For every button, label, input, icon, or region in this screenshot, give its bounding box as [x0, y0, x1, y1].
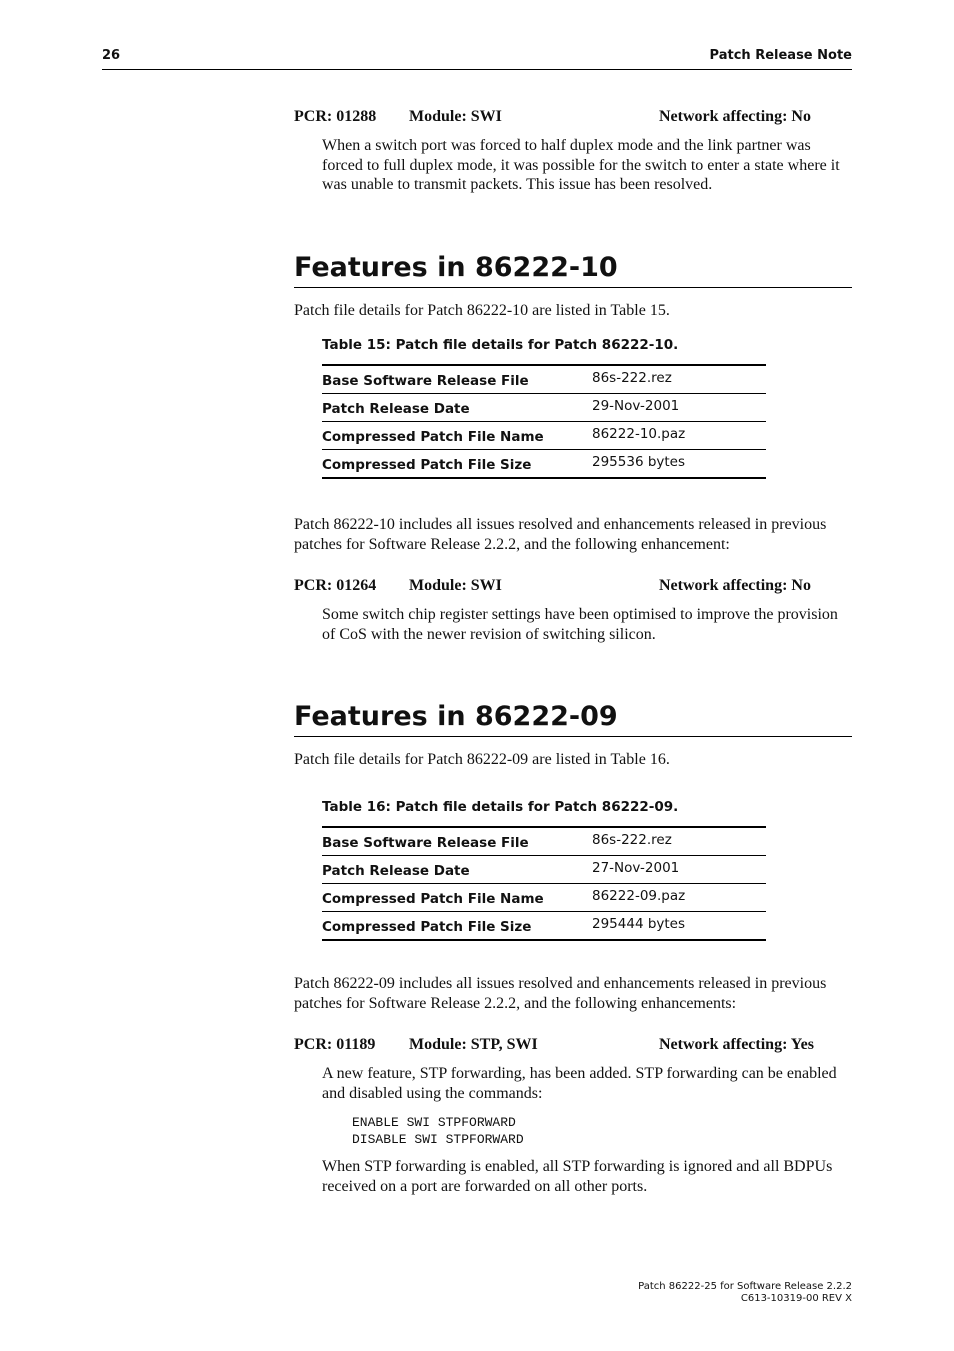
table-row	[322, 856, 766, 884]
table-value: 86222-10.paz	[592, 426, 686, 442]
page-number: 26	[102, 48, 121, 63]
table-row	[322, 912, 766, 941]
section-heading-86222-10: Features in 86222-10	[294, 252, 852, 288]
section-09-summary: Patch 86222-09 includes all issues resolved and enhancements released in previous patches for Software Release 2.2.2, and the following enhancements:	[294, 975, 827, 1012]
table-key: Base Software Release File	[322, 835, 529, 851]
pcr-module: Module: STP, SWI	[409, 1036, 538, 1053]
pcr-01288-description: When a switch port was forced to half duplex mode and the link partner was forced to full duplex mode, it was possible for the switch to enter a state where it was unable to transmit packets. This issue has been resolved.	[322, 137, 840, 193]
section-10-intro: Patch file details for Patch 86222-10 are listed in Table 15.	[294, 302, 670, 319]
pcr-01189-description-2: When STP forwarding is enabled, all STP forwarding is ignored and all BDPUs received on a port are forwarded on all other ports.	[322, 1158, 833, 1195]
page-header	[102, 48, 852, 70]
table-value: 86222-09.paz	[592, 888, 686, 904]
pcr-number: PCR: 01189	[294, 1036, 376, 1053]
table-16	[322, 826, 766, 941]
pcr-01288-row	[294, 108, 854, 128]
table-row	[322, 884, 766, 912]
pcr-01264-row	[294, 577, 854, 597]
table-key: Compressed Patch File Size	[322, 919, 532, 935]
pcr-01264-description: Some switch chip register settings have been optimised to improve the provision of CoS with the newer revision of switching silicon.	[322, 606, 838, 643]
table-row	[322, 366, 766, 394]
command-line: ENABLE SWI STPFORWARD	[352, 1115, 516, 1130]
table-key: Patch Release Date	[322, 863, 470, 879]
pcr-01189-description: A new feature, STP forwarding, has been added. STP forwarding can be enabled and disabled using the commands:	[322, 1065, 837, 1102]
table-value: 86s-222.rez	[592, 832, 672, 848]
table-key: Base Software Release File	[322, 373, 529, 389]
table-value: 29-Nov-2001	[592, 398, 680, 414]
table-row	[322, 450, 766, 479]
pcr-number: PCR: 01264	[294, 577, 377, 594]
pcr-01189-row	[294, 1036, 854, 1056]
table-value: 295444 bytes	[592, 916, 686, 932]
table-row	[322, 828, 766, 856]
table-row	[322, 394, 766, 422]
section-heading-86222-09: Features in 86222-09	[294, 701, 852, 737]
pcr-number: PCR: 01288	[294, 108, 377, 125]
pcr-network-affecting: Network affecting: No	[659, 577, 811, 594]
table-key: Compressed Patch File Name	[322, 891, 544, 907]
pcr-module: Module: SWI	[409, 108, 502, 125]
command-block	[352, 1114, 524, 1148]
footer-line-2: C613-10319-00 REV X	[740, 1293, 852, 1304]
table-key: Compressed Patch File Name	[322, 429, 544, 445]
pcr-network-affecting: Network affecting: Yes	[659, 1036, 814, 1053]
section-10-summary: Patch 86222-10 includes all issues resolved and enhancements released in previous patches for Software Release 2.2.2, and the following enhancement:	[294, 516, 827, 553]
table-value: 86s-222.rez	[592, 370, 672, 386]
table-16-caption: Table 16: Patch file details for Patch 86222-09.	[322, 799, 679, 815]
table-row	[322, 422, 766, 450]
table-key: Compressed Patch File Size	[322, 457, 532, 473]
table-15	[322, 364, 766, 479]
table-15-caption: Table 15: Patch file details for Patch 86222-10.	[322, 337, 679, 353]
table-key: Patch Release Date	[322, 401, 470, 417]
command-line: DISABLE SWI STPFORWARD	[352, 1132, 524, 1147]
table-value: 295536 bytes	[592, 454, 686, 470]
footer-line-1: Patch 86222-25 for Software Release 2.2.2	[638, 1281, 852, 1292]
section-09-intro: Patch file details for Patch 86222-09 are listed in Table 16.	[294, 751, 670, 768]
pcr-network-affecting: Network affecting: No	[659, 108, 811, 125]
pcr-module: Module: SWI	[409, 577, 502, 594]
table-value: 27-Nov-2001	[592, 860, 680, 876]
header-title: Patch Release Note	[709, 48, 852, 63]
page-footer	[638, 1281, 852, 1305]
